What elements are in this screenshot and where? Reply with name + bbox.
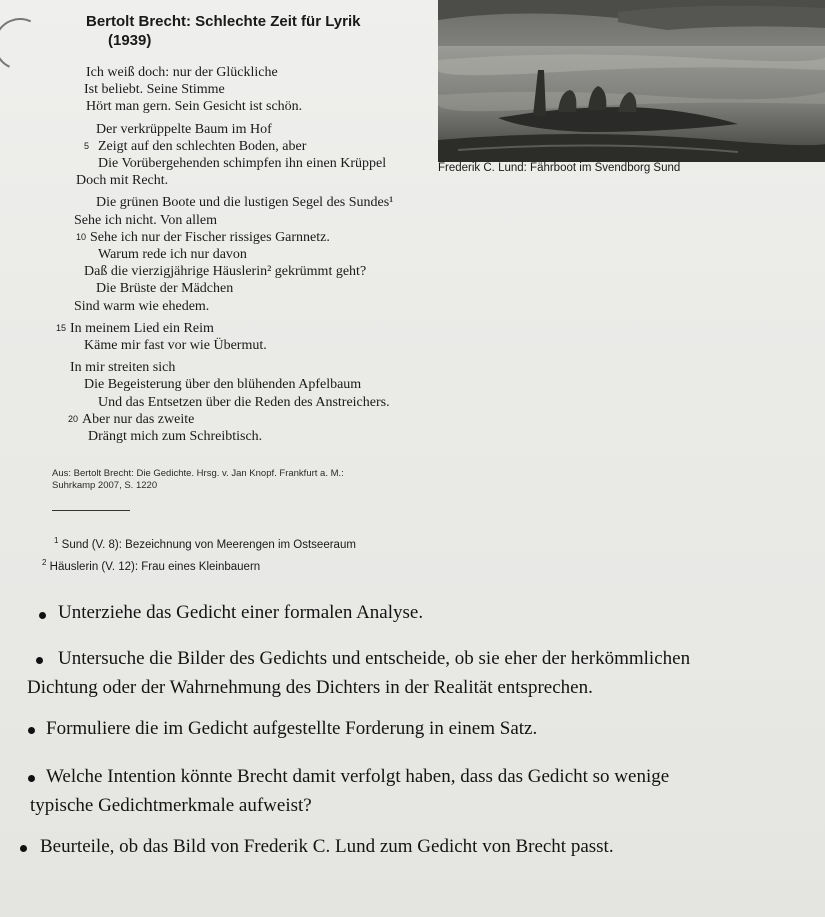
poem-line	[56, 320, 450, 337]
line-number: 20	[68, 413, 79, 424]
poem-line-text: Die Vorübergehenden schimpfen ihn einen Krüppel	[98, 156, 387, 172]
task-text: Unterziehe das Gedicht einer formalen Analyse.	[58, 602, 424, 623]
poem-line-text: In mir streiten sich	[70, 360, 176, 376]
ferry-boat-painting	[438, 0, 825, 162]
footnote-text: Häuslerin (V. 12): Frau eines Kleinbauern	[46, 560, 261, 573]
poem-line-text: Die Begeisterung über den blühenden Apfelbaum	[84, 377, 362, 393]
bullet-icon	[36, 657, 43, 664]
footnote-mark: 2	[42, 557, 47, 567]
poem-text	[56, 64, 450, 450]
task-text: Beurteile, ob das Bild von Frederik C. Lund zum Gedicht von Brecht passt.	[40, 836, 614, 857]
poem-line-text: Der verkrüppelte Baum im Hof	[96, 121, 272, 137]
bullet-icon	[39, 612, 46, 619]
footnote-mark: 1	[54, 536, 59, 545]
poem-line	[70, 394, 450, 411]
poem-title: Bertolt Brecht: Schlechte Zeit für Lyrik	[86, 13, 361, 30]
poem-line	[70, 121, 450, 138]
task-item	[40, 832, 614, 861]
task-text: Welche Intention könnte Brecht damit verfolgt haben, dass das Gedicht so wenige	[46, 766, 670, 787]
poem-line-text: Warum rede ich nur davon	[98, 247, 247, 263]
poem-line	[70, 246, 450, 263]
poem-line-text: Sehe ich nur der Fischer rissiges Garnnetz.	[90, 229, 330, 245]
poem-line-text: Doch mit Recht.	[76, 173, 169, 189]
poem-stanza	[70, 194, 450, 314]
poem-year: (1939)	[108, 32, 152, 49]
task-text: Dichtung oder der Wahrnehmung des Dichters in der Realität entsprechen.	[27, 677, 593, 698]
task-text: Untersuche die Bilder des Gedichts und entscheide, ob sie eher der herkömmlichen	[58, 648, 691, 669]
source-line: Aus: Bertolt Brecht: Die Gedichte. Hrsg. v. Jan Knopf. Frankfurt a. M.:	[52, 468, 344, 479]
poem-line-text: Und das Entsetzen über die Reden des Anstreichers.	[98, 394, 390, 410]
footnote	[42, 532, 356, 554]
poem-line	[70, 428, 450, 445]
poem-line-text: Ich weiß doch: nur der Glückliche	[86, 65, 278, 80]
poem-line	[70, 64, 450, 81]
bullet-icon	[28, 727, 35, 734]
poem-line	[70, 81, 450, 98]
poem-line	[70, 298, 450, 315]
line-number: 10	[76, 231, 87, 242]
poem-line	[70, 172, 450, 189]
poem-line	[70, 138, 450, 155]
poem-line	[70, 212, 450, 229]
poem-header	[86, 12, 361, 50]
footnote-divider	[52, 510, 130, 511]
poem-line	[70, 376, 450, 393]
poem-line	[70, 229, 450, 246]
poem-line-text: Zeigt auf den schlechten Boden, aber	[98, 138, 307, 154]
poem-line	[70, 98, 450, 115]
poem-line-text: Ist beliebt. Seine Stimme	[84, 82, 225, 98]
poem-stanza	[70, 64, 450, 116]
poem-line-text: Hört man gern. Sein Gesicht ist schön.	[86, 99, 303, 115]
poem-line-text: Daß die vierzigjährige Häuslerin² gekrümmt geht?	[84, 264, 367, 280]
poem-line-text: Sind warm wie ehedem.	[74, 298, 210, 314]
poem-line-text: Aber nur das zweite	[82, 411, 195, 427]
footnote	[42, 554, 356, 576]
task-text: Formuliere die im Gedicht aufgestellte Forderung in einem Satz.	[46, 718, 538, 739]
poem-line-text: Sehe ich nicht. Von allem	[74, 212, 217, 228]
poem-line	[70, 194, 450, 211]
painting-image	[438, 0, 825, 162]
task-item	[30, 762, 670, 820]
bullet-icon	[20, 845, 27, 852]
poem-line-text: In meinem Lied ein Reim	[70, 320, 214, 336]
bullet-icon	[28, 775, 35, 782]
poem-stanza	[70, 359, 450, 445]
poem-line-text: Käme mir fast vor wie Übermut.	[84, 338, 267, 354]
poem-line-text: Drängt mich zum Schreibtisch.	[88, 429, 263, 445]
poem-line	[70, 337, 450, 354]
task-text: typische Gedichtmerkmale aufweist?	[30, 795, 312, 816]
poem-line	[70, 280, 450, 297]
footnote-text: Sund (V. 8): Bezeichnung von Meerengen im Ostseeraum	[58, 538, 356, 551]
poem-line	[70, 359, 450, 376]
poem-line-text: Die Brüste der Mädchen	[96, 281, 234, 297]
poem-line	[70, 155, 450, 172]
source-citation	[52, 468, 344, 492]
painting-caption: Frederik C. Lund: Fährboot im Svendborg Sund	[438, 162, 681, 174]
poem-stanza	[56, 320, 450, 354]
task-item	[46, 714, 537, 743]
poem-line	[70, 263, 450, 280]
footnotes	[42, 532, 356, 576]
line-number: 5	[84, 140, 90, 151]
source-line: Suhrkamp 2007, S. 1220	[52, 480, 158, 491]
binder-ring-shadow	[0, 11, 53, 78]
poem-line	[70, 411, 450, 428]
poem-line-text: Die grünen Boote und die lustigen Segel des Sundes¹	[96, 195, 394, 211]
poem-stanza	[70, 121, 450, 190]
line-number: 15	[56, 322, 67, 333]
task-item	[58, 598, 423, 627]
task-item	[27, 644, 691, 702]
